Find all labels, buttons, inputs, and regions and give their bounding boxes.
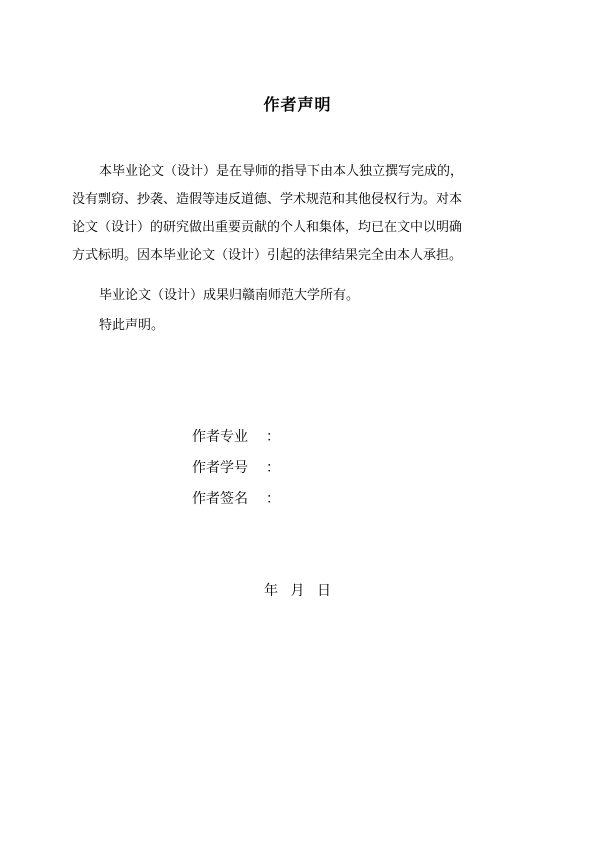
author-fields — [192, 424, 280, 517]
ownership-line: 毕业论文（设计）成果归赣南师范大学所有。 — [99, 288, 360, 303]
major-colon: ： — [266, 429, 280, 445]
date-line[interactable]: 年 月 日 — [264, 583, 331, 599]
major-label: 作者专业 — [192, 429, 248, 445]
paragraph-line-3: 论文（设计）的研究做出重要贡献的个人和集体，均已在文中以明确 — [72, 220, 463, 235]
closing-line: 特此声明。 — [99, 318, 165, 333]
signature-label: 作者签名 — [192, 491, 248, 507]
paragraph-line-4: 方式标明。因本毕业论文（设计）引起的法律结果完全由本人承担。 — [72, 248, 463, 263]
student-id-field[interactable] — [192, 455, 280, 486]
signature-colon: ： — [266, 491, 280, 507]
paragraph-line-2: 没有剽窃、抄袭、造假等违反道德、学术规范和其他侵权行为。对本 — [72, 192, 463, 207]
ownership-paragraph — [72, 282, 524, 310]
paragraph-line-1: 本毕业论文（设计）是在导师的指导下由本人独立撰写完成的， — [99, 164, 464, 179]
student-id-colon: ： — [266, 460, 280, 476]
page-title: 作者声明 — [263, 95, 332, 114]
major-field[interactable] — [192, 424, 280, 455]
closing-paragraph — [72, 312, 524, 340]
declaration-paragraph — [72, 158, 524, 270]
student-id-label: 作者学号 — [192, 460, 248, 476]
signature-field[interactable] — [192, 486, 280, 517]
